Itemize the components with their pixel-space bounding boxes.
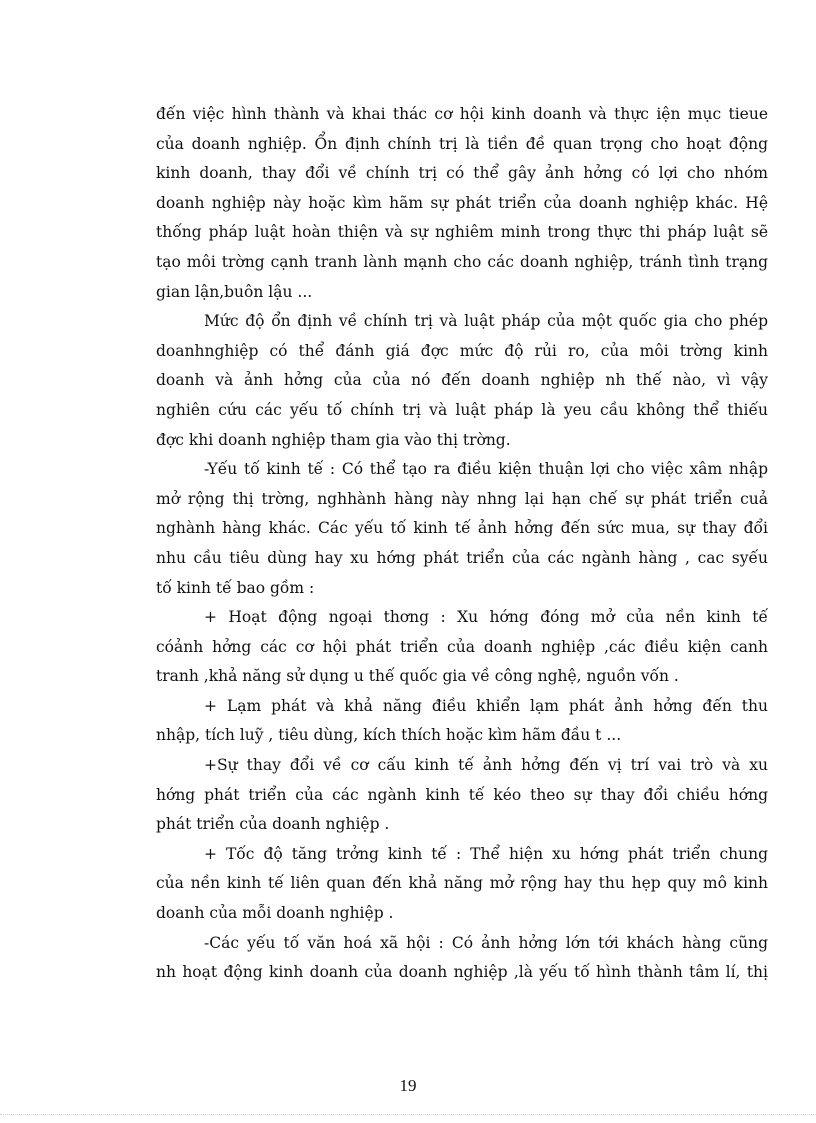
- text-line: cóảnh hởng các cơ hội phát triển của doanh nghiệp ,các điều kiện canh: [156, 637, 768, 656]
- text-line: tố kinh tế bao gồm :: [156, 578, 315, 597]
- text-line: hớng phát triển của các ngành kinh tế kéo theo sự thay đổi chiều hớng: [156, 785, 768, 804]
- text-line: kinh doanh, thay đổi về chính trị có thể gây ảnh hởng có lợi cho nhóm: [156, 164, 768, 183]
- text-line: tranh ,khả năng sử dụng u thế quốc gia về công nghệ, nguồn vốn .: [156, 667, 679, 686]
- text-line: phát triển của doanh nghiệp .: [156, 815, 390, 834]
- text-line: -Các yếu tố văn hoá xã hội : Có ảnh hởng lớn tới khách hàng cũng: [204, 933, 768, 952]
- page-bottom-divider: [0, 1114, 816, 1115]
- text-line: Mức độ ổn định về chính trị và luật pháp của một quốc gia cho phép: [204, 312, 768, 331]
- text-line: +Sự thay đổi về cơ cấu kinh tế ảnh hởng đến vị trí vai trò và xu: [204, 756, 768, 775]
- text-line: mở rộng thị trờng, nghhành hàng này nhng lại hạn chế sự phát triển cuả: [156, 489, 768, 508]
- text-line: nh hoạt động kinh doanh của doanh nghiệp ,là yếu tố hình thành tâm lí, thị: [156, 963, 768, 982]
- text-line: doanhnghiệp có thể đánh giá đợc mức độ rủi ro, của môi trờng kinh: [156, 341, 768, 360]
- text-line: doanh và ảnh hởng của của nó đến doanh nghiệp nh thế nào, vì vậy: [156, 371, 768, 390]
- text-line: nhu cầu tiêu dùng hay xu hớng phát triển của các ngành hàng , cac syếu: [156, 548, 768, 567]
- text-line: doanh nghiệp này hoặc kìm hãm sự phát triển của doanh nghiệp khác. Hệ: [156, 193, 768, 212]
- body-text: [156, 100, 768, 988]
- page-number: 19: [399, 1076, 417, 1095]
- text-line: nhập, tích luỹ , tiêu dùng, kích thích hoặc kìm hãm đầu t ...: [156, 726, 622, 745]
- text-line: + Hoạt động ngoại thơng : Xu hớng đóng mở của nền kinh tế: [204, 608, 768, 627]
- text-line: tạo môi trờng cạnh tranh lành mạnh cho các doanh nghiệp, tránh tình trạng: [156, 252, 768, 271]
- text-line: của doanh nghiệp. Ổn định chính trị là tiền đề quan trọng cho hoạt động: [156, 134, 768, 153]
- text-line: doanh của mỗi doanh nghiệp .: [156, 904, 394, 923]
- text-line: thống pháp luật hoàn thiện và sự nghiêm minh trong thực thi pháp luật sẽ: [156, 223, 768, 242]
- text-line: đợc khi doanh nghiệp tham gia vào thị trờng.: [156, 430, 511, 449]
- text-line: nghiên cứu các yếu tố chính trị và luật pháp là yeu cầu không thể thiếu: [156, 400, 768, 419]
- text-line: + Lạm phát và khả năng điều khiển lạm phát ảnh hởng đến thu: [204, 696, 768, 715]
- text-line: + Tốc độ tăng trởng kinh tế : Thể hiện xu hớng phát triển chung: [204, 844, 768, 863]
- text-line: gian lận,buôn lậu ...: [156, 282, 313, 301]
- text-line: -Yếu tố kinh tế : Có thể tạo ra điều kiện thuận lợi cho việc xâm nhập: [204, 460, 768, 479]
- text-line: đến việc hình thành và khai thác cơ hội kinh doanh và thực iện mục tieue: [156, 105, 768, 123]
- text-line: nghành hàng khác. Các yếu tố kinh tế ảnh hởng đến sức mua, sự thay đổi: [156, 519, 768, 538]
- text-line: của nền kinh tế liên quan đến khả năng mở rộng hay thu hẹp quy mô kinh: [156, 874, 768, 893]
